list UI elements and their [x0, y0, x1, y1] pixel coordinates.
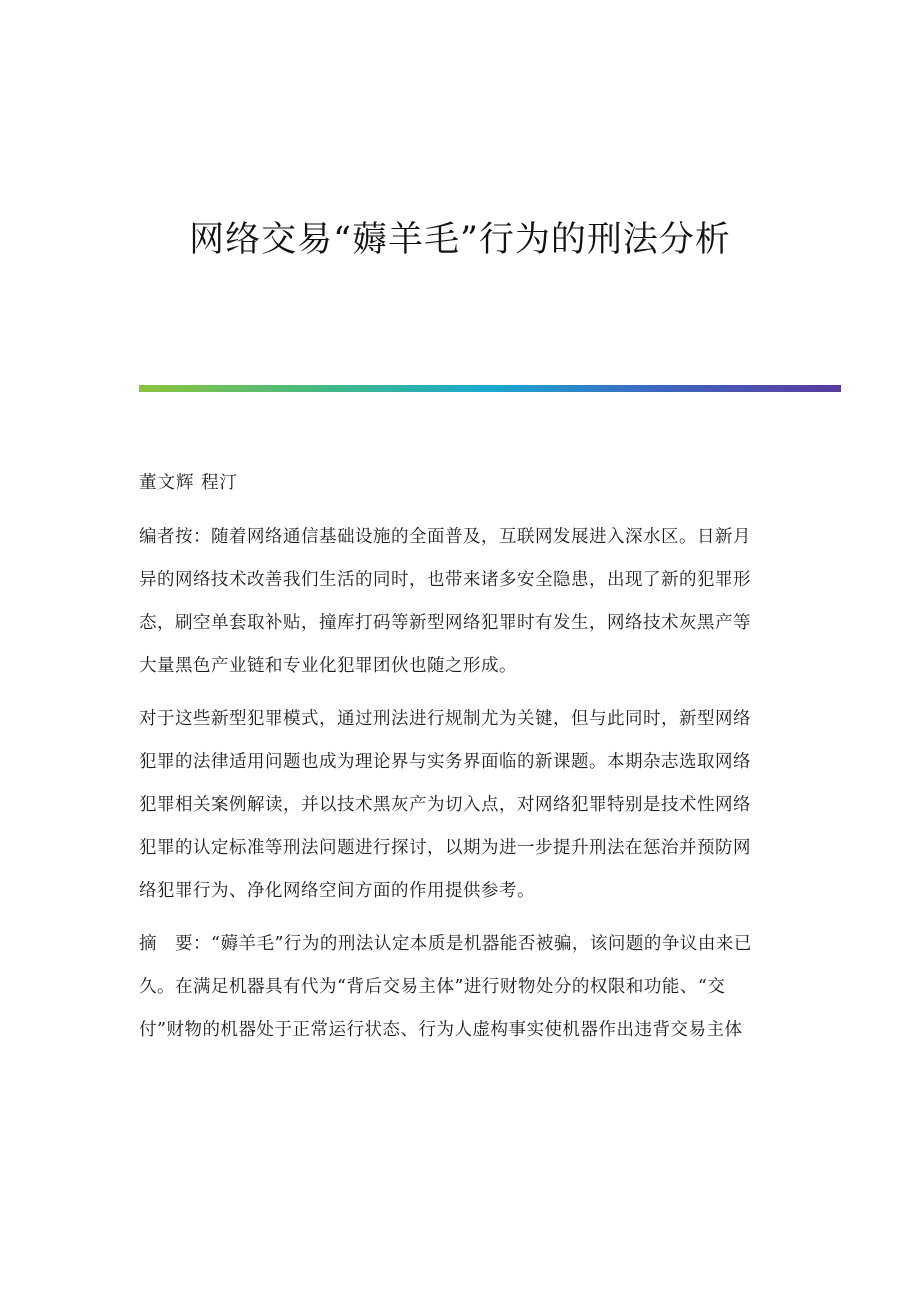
document-body [139, 462, 779, 1062]
text-line: 对于这些新型犯罪模式，通过刑法进行规制尤为关键，但与此同时，新型网络 [139, 709, 751, 729]
editor-note-paragraph [139, 516, 779, 688]
document-title: 网络交易“薅羊毛”行为的刑法分析 [189, 220, 731, 260]
text-line: 编者按：随着网络通信基础设施的全面普及，互联网发展进入深水区。日新月 [139, 527, 751, 547]
text-line: 犯罪相关案例解读，并以技术黑灰产为切入点，对网络犯罪特别是技术性网络 [139, 795, 751, 815]
text-line: 犯罪的法律适用问题也成为理论界与实务界面临的新课题。本期杂志选取网络 [139, 752, 751, 772]
text-line: 犯罪的认定标准等刑法问题进行探讨，以期为进一步提升刑法在惩治并预防网 [139, 838, 751, 858]
text-line: 摘 要：“薅羊毛”行为的刑法认定本质是机器能否被骗，该问题的争议由来已 [139, 934, 752, 954]
abstract-paragraph [139, 923, 779, 1052]
text-line: 久。在满足机器具有代为“背后交易主体”进行财物处分的权限和功能、“交 [139, 977, 726, 997]
text-line: 态，刷空单套取补贴，撞库打码等新型网络犯罪时有发生，网络技术灰黑产等 [139, 613, 751, 633]
text-line: 付”财物的机器处于正常运行状态、行为人虚构事实使机器作出违背交易主体 [139, 1020, 743, 1040]
text-line: 大量黑色产业链和专业化犯罪团伙也随之形成。 [139, 656, 517, 676]
text-line: 络犯罪行为、净化网络空间方面的作用提供参考。 [139, 881, 535, 901]
text-line: 异的网络技术改善我们生活的同时，也带来诸多安全隐患，出现了新的犯罪形 [139, 570, 751, 590]
intro-paragraph [139, 698, 779, 913]
title-divider [139, 385, 841, 392]
authors-line: 董文辉 程汀 [139, 473, 239, 493]
